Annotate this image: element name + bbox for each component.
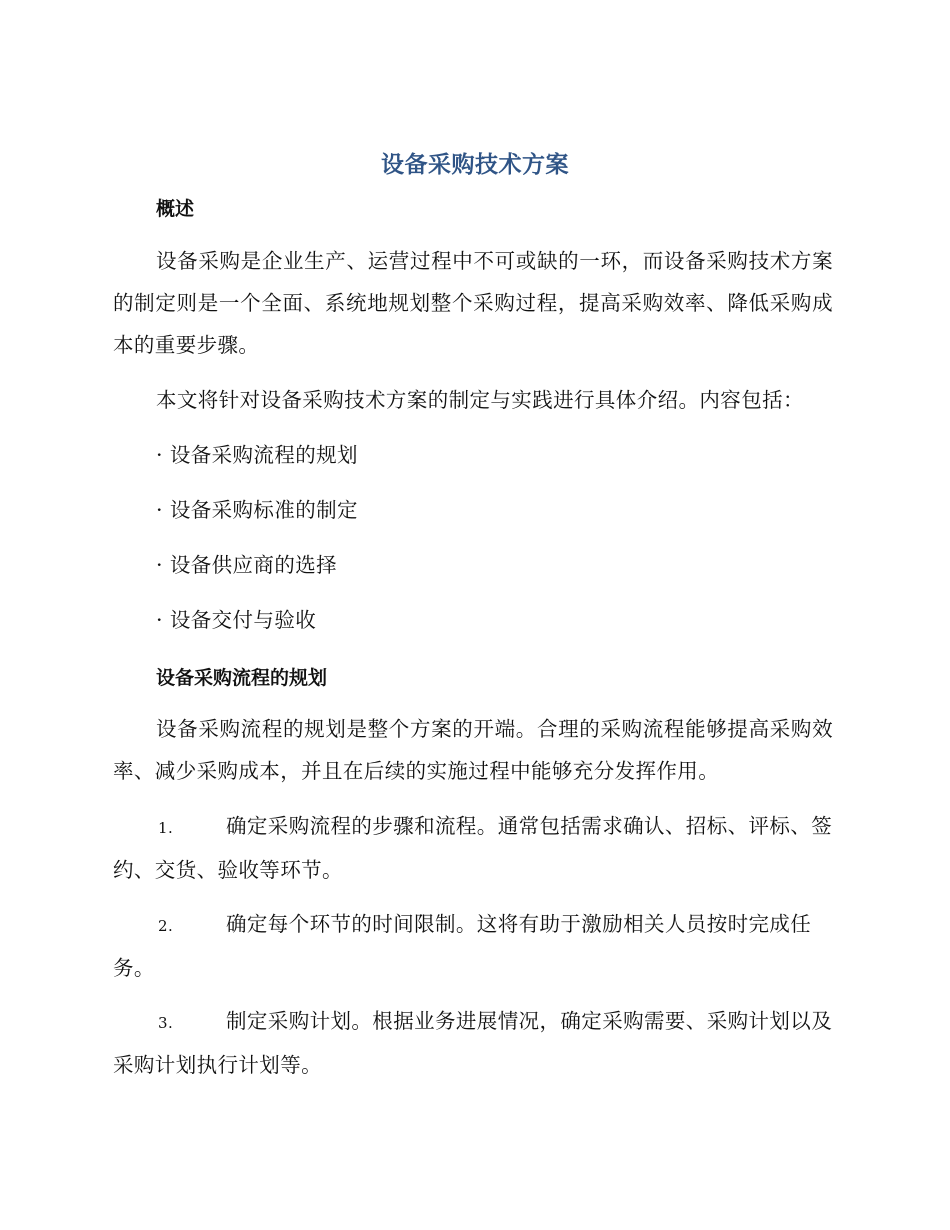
item-number: 2. [158, 917, 174, 935]
item-number: 3. [158, 1014, 174, 1032]
item-text: 确定每个环节的时间限制。这将有助于激励相关人员按时完成任务。 [113, 912, 812, 980]
item-number: 1. [158, 819, 174, 837]
numbered-item-2 [113, 903, 833, 989]
bullet-item: · 设备采购标准的制定 [156, 498, 358, 522]
item-text: 确定采购流程的步骤和流程。通常包括需求确认、招标、评标、签约、交货、验收等环节。 [113, 814, 833, 882]
bullet-item: · 设备供应商的选择 [156, 553, 338, 577]
process-paragraph-1: 设备采购流程的规划是整个方案的开端。合理的采购流程能够提高采购效率、减少采购成本，并且在后续的实施过程中能够充分发挥作用。 [113, 717, 833, 783]
section-heading-process: 设备采购流程的规划 [156, 667, 328, 689]
overview-paragraph-1: 设备采购是企业生产、运营过程中不可或缺的一环，而设备采购技术方案的制定则是一个全面、系统地规划整个采购过程，提高采购效率、降低采购成本的重要步骤。 [113, 249, 833, 357]
overview-paragraph-2: 本文将针对设备采购技术方案的制定与实践进行具体介绍。内容包括： [156, 388, 804, 412]
numbered-item-1 [113, 805, 833, 891]
document-title: 设备采购技术方案 [381, 152, 569, 178]
item-text: 制定采购计划。根据业务进展情况，确定采购需要、采购计划以及采购计划执行计划等。 [113, 1009, 833, 1077]
section-heading-overview: 概述 [156, 198, 195, 220]
bullet-item: · 设备交付与验收 [156, 608, 317, 632]
bullet-item: · 设备采购流程的规划 [156, 443, 358, 467]
numbered-item-3 [113, 1000, 833, 1086]
